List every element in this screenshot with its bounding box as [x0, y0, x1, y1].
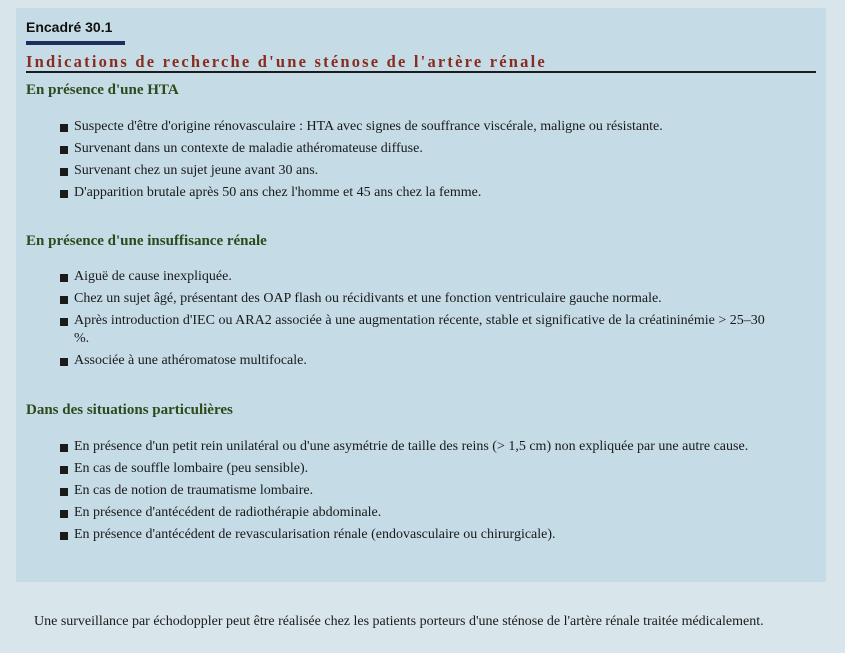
square-bullet-icon [60, 358, 68, 366]
square-bullet-icon [60, 466, 68, 474]
list-item [60, 118, 780, 136]
box-title: Indications de recherche d'une sténose de l'artère rénale [26, 52, 547, 71]
square-bullet-icon [60, 274, 68, 282]
section-heading-hta: En présence d'une HTA [26, 82, 179, 98]
list-item-text: En présence d'antécédent de radiothérapie abdominale. [74, 505, 382, 520]
list-item-text: En présence d'un petit rein unilatéral ou d'une asymétrie de taille des reins (> 1,5 cm) non expliquée par une autre cause. [74, 439, 749, 454]
list-item-text: Après introduction d'IEC ou ARA2 associée à une augmentation récente, stable et significative de la créatininémie > 25–30 %. [74, 313, 765, 346]
box-label: Encadré 30.1 [26, 19, 113, 35]
square-bullet-icon [60, 532, 68, 540]
list-item-text: Aiguë de cause inexpliquée. [74, 269, 232, 284]
list-item [60, 162, 780, 180]
square-bullet-icon [60, 318, 68, 326]
list-item [60, 352, 780, 370]
list-item [60, 184, 780, 202]
square-bullet-icon [60, 168, 68, 176]
square-bullet-icon [60, 296, 68, 304]
square-bullet-icon [60, 190, 68, 198]
list-item-text: Associée à une athéromatose multifocale. [74, 353, 307, 368]
square-bullet-icon [60, 124, 68, 132]
list-item [60, 312, 780, 348]
section-list-situations-particulieres [60, 438, 780, 548]
label-underline [26, 41, 125, 45]
square-bullet-icon [60, 146, 68, 154]
list-item-text: En cas de notion de traumatisme lombaire. [74, 483, 314, 498]
list-item [60, 438, 780, 456]
section-list-insuffisance-renale [60, 268, 780, 374]
section-heading-insuffisance-renale: En présence d'une insuffisance rénale [26, 233, 267, 249]
list-item-text: D'apparition brutale après 50 ans chez l'homme et 45 ans chez la femme. [74, 185, 482, 200]
list-item-text: En présence d'antécédent de revascularisation rénale (endovasculaire ou chirurgicale). [74, 527, 556, 542]
list-item [60, 526, 780, 544]
footer-paragraph: Une surveillance par échodoppler peut être réalisée chez les patients porteurs d'une sténose de l'artère rénale traitée médicalement. [34, 614, 764, 629]
list-item [60, 140, 780, 158]
list-item [60, 290, 780, 308]
list-item-text: En cas de souffle lombaire (peu sensible). [74, 461, 309, 476]
section-heading-situations-particulieres: Dans des situations particulières [26, 402, 233, 418]
square-bullet-icon [60, 510, 68, 518]
title-rule [26, 71, 816, 73]
square-bullet-icon [60, 444, 68, 452]
list-item-text: Chez un sujet âgé, présentant des OAP flash ou récidivants et une fonction ventriculaire gauche normale. [74, 291, 662, 306]
list-item [60, 482, 780, 500]
list-item-text: Survenant chez un sujet jeune avant 30 ans. [74, 163, 319, 178]
square-bullet-icon [60, 488, 68, 496]
list-item-text: Survenant dans un contexte de maladie athéromateuse diffuse. [74, 141, 423, 156]
list-item [60, 460, 780, 478]
section-list-hta [60, 118, 780, 206]
list-item [60, 504, 780, 522]
list-item-text: Suspecte d'être d'origine rénovasculaire : HTA avec signes de souffrance viscérale, maligne ou résistante. [74, 119, 663, 134]
encadre-box [16, 8, 826, 582]
list-item [60, 268, 780, 286]
